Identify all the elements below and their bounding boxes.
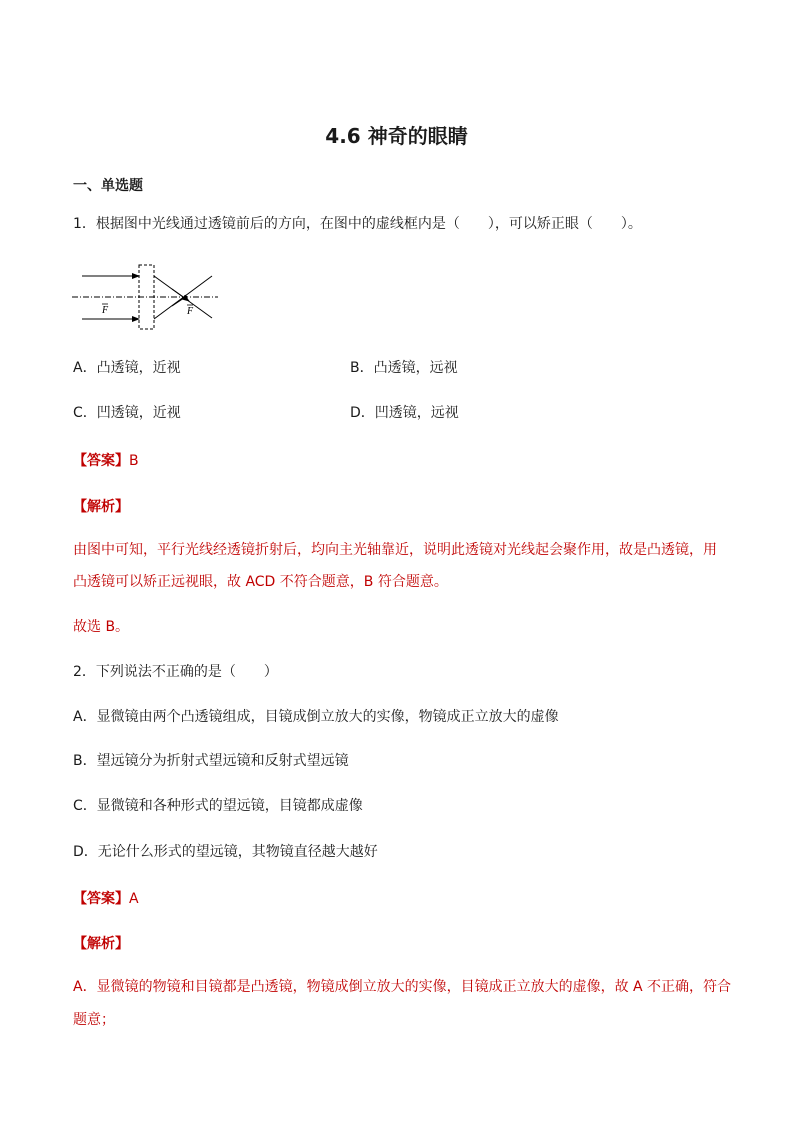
section-heading: 一、单选题 — [73, 178, 143, 194]
answer-label: 【答案】 — [73, 453, 129, 469]
question-2-option-b: B．望远镜分为折射式望远镜和反射式望远镜 — [73, 753, 349, 769]
question-2-option-a: A．显微镜由两个凸透镜组成，目镜成倒立放大的实像，物镜成正立放大的虚像 — [73, 709, 559, 725]
question-1-option-d: D．凹透镜，远视 — [350, 405, 459, 421]
question-1-answer — [73, 450, 139, 470]
question-2-answer — [73, 888, 139, 908]
question-2-stem: 2．下列说法不正确的是（ ） — [73, 664, 278, 680]
question-1-option-a: A．凸透镜，近视 — [73, 360, 181, 376]
question-2-analysis-line-2: 题意； — [73, 1012, 115, 1028]
lens-ray-diagram — [72, 259, 218, 333]
answer-label: 【答案】 — [73, 891, 129, 907]
question-1-option-b: B．凸透镜，远视 — [350, 360, 458, 376]
question-1-analysis-line-1: 由图中可知，平行光线经透镜折射后，均向主光轴靠近，说明此透镜对光线起会聚作用，故是凸透镜，用 — [73, 542, 717, 558]
focus-label-left: F — [102, 305, 109, 316]
question-2-option-c: C．显微镜和各种形式的望远镜，目镜都成虚像 — [73, 798, 363, 814]
question-2-analysis-label: 【解析】 — [73, 936, 129, 952]
question-1-analysis-label: 【解析】 — [73, 499, 129, 515]
answer-value: B — [129, 453, 139, 469]
question-1-conclusion: 故选 B。 — [73, 619, 130, 635]
focus-label-right: F — [187, 306, 194, 317]
question-1-analysis-line-2: 凸透镜可以矫正远视眼，故 ACD 不符合题意，B 符合题意。 — [73, 574, 448, 590]
question-1-stem: 1．根据图中光线通过透镜前后的方向，在图中的虚线框内是（ ），可以矫正眼（ ）。 — [73, 216, 642, 232]
question-2-analysis-line-1: A．显微镜的物镜和目镜都是凸透镜，物镜成倒立放大的实像，目镜成正立放大的虚像，故 A 不正确，符合 — [73, 979, 732, 995]
document-title: 4.6 神奇的眼睛 — [325, 124, 468, 148]
question-1-option-c: C．凹透镜，近视 — [73, 405, 181, 421]
question-2-option-d: D．无论什么形式的望远镜，其物镜直径越大越好 — [73, 844, 378, 860]
answer-value: A — [129, 891, 139, 907]
